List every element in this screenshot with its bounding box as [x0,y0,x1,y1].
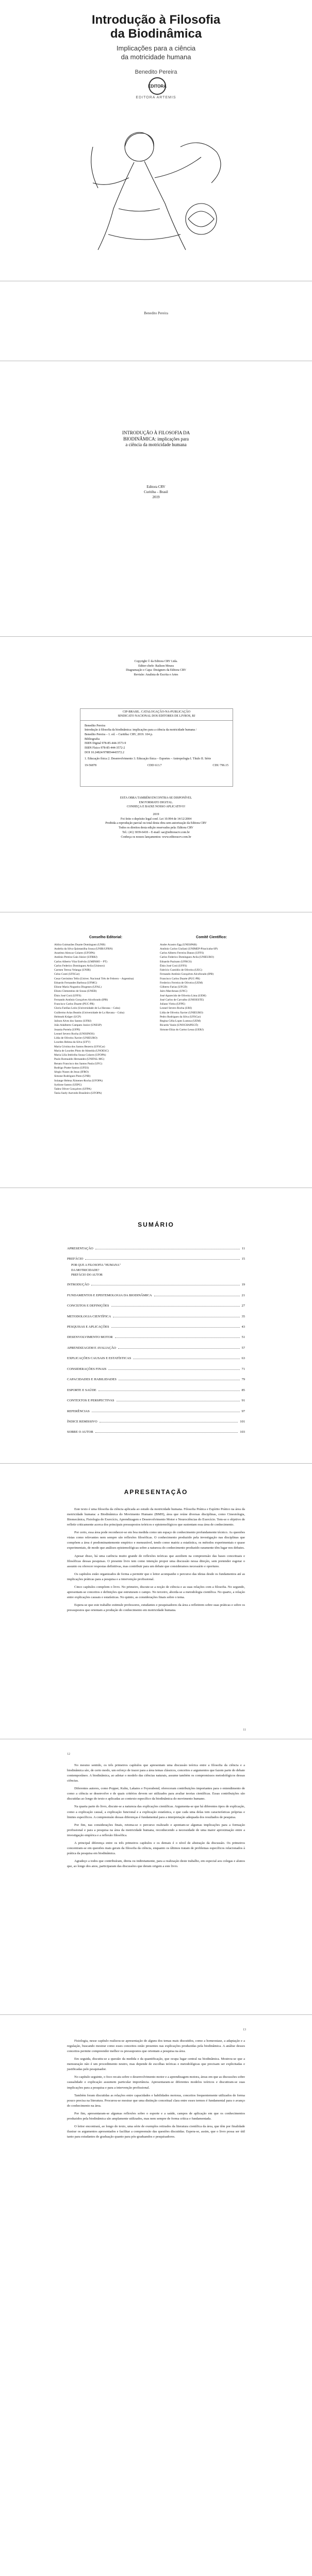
council-member: Anselmo Alencar Colares (UFOPA) [54,952,95,955]
catalog-code: 19-56878 [85,764,96,768]
committee-member: Carlos Alberto Ferreira Danon (UFFS) [160,952,204,955]
committee-member: Pedro Rodrigues da Silva (UFSCar) [160,1015,201,1019]
toc-entry-label: METODOLOGIA CIENTÍFICA [67,1314,111,1318]
catalog-card [80,708,233,787]
page-13-body [67,2039,245,2142]
paragraph: Agradeço a todos que contribuíram, direta ou indiretamente, para a realização deste trabalho, em especial aos colegas e alunos que, ao longo dos anos, participaram das discussões que deram origem a este livro. [67,1859,245,1869]
toc-entry-label: APRENDIZAGEM E AVALIAÇÃO [67,1346,117,1350]
committee-member: José Carlos de Carvalho (UNIOESTE) [160,998,204,1002]
website-line: Conheça os nossos lançamentos: www.editoracrv.com.br [121,835,191,839]
catalog-biblio: Bibliografia [85,737,100,741]
toc-entry[interactable] [67,1430,245,1434]
scientific-committee-list [160,943,263,1032]
council-member: Elizeu Clementino de Souza (UNEB) [54,990,97,993]
paragraph: Diferentes autores, como Popper, Kuhn, Lakatos e Feyerabend, ofereceram contribuições importantes para o entendimento de como a ciência se desenvolve e de quais critérios devem ser utilizados para avaliar teorias científicas. Essas contribuições são discutidas ao longo do texto e aplicadas ao contexto específico da biodinâmica do movimento humano. [67,1787,245,1801]
council-member: Fernando Antônio Gonçalves Alcoforado (IPB) [54,998,108,1002]
toc-subentry[interactable]: DA MOTRICIDADE? [71,1268,100,1272]
cover-title-line2: da Biodinâmica [110,26,202,41]
cover-subtitle [0,44,312,62]
council-member: Tadeu Oliver Gonçalves (UFPA) [54,1088,91,1091]
page-number: 13 [243,2028,246,2031]
toc-entry-page: 91 [241,1399,245,1403]
toc-entry-label: ESPORTE E SAÚDE [67,1388,96,1392]
paragraph: Este texto é uma filosofia da ciência aplicada ao estudo da motricidade humana. Filosofia Prática e Espírito Prático na área da motricidade humana: a Biodinâmica do Movimento Humano (BMH), área que reúne diversas disciplinas, como Cinesiologia, Biomecânica, Fisiologia do Exercício, Aprendizagem e Desenvolvimento Motor e Neurociências do Exercício. Tem-se o objetivo de refletir criticamente acerca dos principais pressupostos teóricos e epistemológicos que sustentam essa área de conhecimento. [67,1507,245,1527]
toc-entry-label: SOBRE O AUTOR [67,1430,93,1434]
toc-entry-label: CONCEITOS E DEFINIÇÕES [67,1304,109,1308]
council-member: Paulo Romualdo Hernandes (UNIFAL-MG) [54,1058,105,1061]
editorial-council-list [54,943,157,1096]
catalog-subjects: 1. Educação física 2. Desenvolvimento 3. Educação física – Esportes – Antropologia I. Título II. Série [85,757,211,761]
toc-entry-label: CONSIDERAÇÕES FINAIS [67,1367,107,1371]
toc-entry-label: CAPACIDADES E HABILIDADES [67,1378,117,1382]
toc-leader [95,1432,238,1433]
toc-entry-page: 27 [241,1304,245,1308]
toc-entry[interactable] [67,1315,245,1319]
copyright-block [83,659,229,677]
page-number: 12 [67,1753,70,1756]
toc-entry-page: 85 [241,1388,245,1392]
toc-leader [115,1337,240,1338]
catalog-cdd: CDD 613.7 [147,764,162,768]
council-member: Francisco Carlos Duarte (PUC-PR) [54,1003,94,1006]
page-separator [0,636,312,644]
page-separator [0,1188,312,1195]
legal-deposit: Foi feito o depósito legal conf. Lei 10.994 de 14/12/2004 [120,817,192,821]
digital-notice-1: ESTA OBRA TAMBÉM ENCONTRA-SE DISPONÍVEL [120,796,192,800]
catalog-edition: Benedito Pereira – 1. ed. – Curitiba: CRV, 2019. 104 p. [85,733,153,736]
toc-entry[interactable] [67,1388,245,1393]
cover-author: Benedito Pereira [135,69,177,75]
toc-entry[interactable] [67,1283,245,1287]
committee-member: Frederico Ferreira de Oliveira (UEM) [160,981,203,985]
page-separator [0,912,312,920]
half-title-author: Benedito Pereira [144,311,168,315]
toc-entry[interactable] [67,1325,245,1329]
cover-title [0,0,312,41]
cover-subtitle-line1: Implicações para a ciência [116,44,196,52]
council-member: João Adalberto Campato Junior (UNESP) [54,1024,102,1027]
council-member: Maria de Lourdes Pinto de Almeida (UNOESC) [54,1049,109,1053]
rights-notice: Proibida a reprodução parcial ou total desta obra sem autorização da Editora CRV [105,822,207,825]
toc-subentry[interactable]: POR QUE A FILOSOFIA "HUMANA" [71,1263,121,1267]
text-page-13 [0,2022,312,2290]
toc-leader [111,1327,240,1328]
council-member: Solange Helena Ximenes-Rocha (UFOPA) [54,1079,103,1082]
digital-notice-2: EM FORMATO DIGITAL. [139,801,173,804]
toc-entry-page: 97 [241,1409,245,1413]
page-separator [0,361,312,368]
scientific-committee-title: Comitê Científico: [196,936,227,939]
toc-entry-label: APRESENTAÇÃO [67,1247,93,1250]
committee-member: Jairo Marchesan (UNC) [160,990,187,993]
text-page-12 [0,1747,312,2014]
design-line: Diagramação e Capa: Designers da Editora CRV [126,669,186,672]
toc-entry[interactable] [67,1335,245,1340]
copyright-page [0,644,312,912]
committee-member: Simone Eliza do Carmo Lessa (UERJ) [160,1028,204,1031]
council-member: Tania Suely Azevedo Brasileiro (UFOPA) [54,1092,102,1095]
council-member: Eduardo Fernandes Barbosa (UFMG) [54,981,97,985]
councils-page [0,920,312,1188]
toc-entry-page: 35 [241,1314,245,1318]
committee-member: Andre Acastro Egg (UNESPAR) [160,943,197,946]
book-cover [0,0,312,281]
council-member: Celso Conti (UFSCar) [54,973,80,976]
catalog-header-line2: SINDICATO NACIONAL DOS EDITORES DE LIVROS, RJ [118,714,195,718]
committee-member: Regina Célia Lopes Lustosa (UEM) [160,1020,201,1023]
committee-member: Juliano Vieira (UFPE) [160,1003,186,1006]
paragraph: Na quarta parte do livro, discute-se a natureza das explicações científicas. Argumenta-se que há diferentes tipos de explicação, como a explicação causal, a explicação funcional e a explicação estatística, e que cada uma delas tem características próprias e limites específicos. A compreensão dessas diferenças é fundamental para a interpretação adequada dos resultados de pesquisa. [67,1805,245,1819]
toc-entry-page: 15 [241,1257,245,1261]
cover-illustration [77,116,235,265]
toc-entry-label: DESENVOLVIMENTO MOTOR [67,1335,113,1340]
council-member: Aldira Guimarães Duarte Domínguez (UNB) [54,943,106,946]
committee-member: Élsio José Corá (UFFS) [160,964,187,968]
page-12-body [67,1763,245,1872]
catalog-author: Benedito Pereira [85,724,106,727]
app-notice: CONHEÇA E BAIXE NOSSO APLICATIVO! [126,805,186,809]
publisher-name: Editora CRV [146,485,166,489]
committee-member: Gilberto Farias (UFGD) [160,986,188,989]
paragraph: Por certo, essa área pode reconhecer-se em boa medida como um espaço de conhecimento profundamente técnico. As questões vistas como relevantes nem sempre são reflexões filosóficas. O conhecimento produzido pela investigação nas disciplinas que compõem a área é predominantemente empírico e mensurável, tendo como matriz a estatística, os métodos experimentais e quase experimentais, de modo que análises epistemológicas sobre a natureza do conhecimento produzido raramente têm lugar nos debates. [67,1531,245,1550]
council-member: Renato Francisco dos Santos Paula (UFG) [54,1062,103,1065]
title-line-1: INTRODUÇÃO À FILOSOFIA DA [122,430,190,435]
toc-entry[interactable] [67,1399,245,1403]
catalog-cdu: CDU 796.15 [212,764,228,768]
committee-member: Lídia de Oliveira Xavier (UNIEURO) [160,1011,203,1014]
toc-entry[interactable] [67,1247,245,1251]
committee-member: Ricardo Vanin (UNOCHAPECÓ) [160,1024,199,1027]
presentation-title: APRESENTAÇÃO [124,1488,188,1496]
committee-member: Carlos Federico Dominguez Avila (UNIEURO) [160,956,214,959]
presentation-page [0,1471,312,1739]
toc-leader [85,1259,239,1260]
paragraph: O leitor encontrará, ao longo do texto, uma série de exemplos retirados da literatura científica da área, que têm por finalidade ilustrar os argumentos apresentados e facilitar a compreensão das questões discutidas. Espera-se, assim, que o livro possa ser útil tanto para estudantes de graduação quanto para pós-graduandos e pesquisadores. [67,2124,245,2139]
council-member: Maria Lília Imbiriba Sousa Colares (UFOPA) [54,1054,106,1057]
paragraph: Por fim, apresentaram-se algumas reflexões sobre o esporte e a saúde, campos de aplicação em que os conhecimentos produzidos pela biodinâmica são amplamente utilizados, mas nem sempre de forma crítica e fundamentada. [67,2111,245,2121]
council-member: Cesar Gerónimo Tello (Univer. Nacional Três de Febrero – Argentina) [54,977,134,980]
cover-subtitle-line2: da motricidade humana [121,53,191,61]
copyright-line: Copyright © da Editora CRV Ltda. [134,660,178,663]
council-member: Antônio Pereira Gaio Júnior (UFRRJ) [54,956,97,959]
page-number: 11 [243,1728,246,1732]
toc-leader [108,1369,239,1370]
toc-leader [118,1348,239,1349]
paragraph: No capítulo seguinte, o foco recaiu sobre o desenvolvimento motor e a aprendizagem motora, áreas em que as discussões sobre causalidade e explicação assumem particular importância. Apresentaram-se diferentes modelos teóricos e discutiram-se suas implicações para a pesquisa e para a intervenção profissional. [67,2075,245,2090]
committee-member: Fernando Antônio Gonçalves Alcoforado (IPB) [160,973,214,976]
paragraph: Cinco capítulos compõem o livro. No primeiro, discute-se a noção de ciência e as suas relações com a filosofia. No segundo, apresentam-se conceitos e definições que estruturam o campo. No terceiro, aborda-se a metodologia científica. No quarto, a relação entre explicações causais e estatísticas. No quinto, as considerações finais sobre o tema. [67,1585,245,1599]
paragraph: Também foram discutidas as relações entre capacidades e habilidades motoras, conceitos frequentemente utilizados de forma pouco precisa na literatura. Procurou-se mostrar que uma distinção conceitual clara entre esses termos é fundamental para o avanço do conhecimento na área. [67,2093,245,2108]
review-line: Revisão: Analista de Escrita e Artes [134,673,178,677]
half-title-page [0,289,312,361]
committee-member: Leonel Severo Rocha (URI) [160,1007,192,1010]
council-member: Simone Rodrigues Pinto (UNB) [54,1075,91,1078]
page-separator [0,281,312,289]
publisher-brand: EDITORA ARTEMIS [136,96,176,99]
council-member: Leonel Severo Rocha (UNISINOS) [54,1032,95,1036]
title-page-title [0,430,312,448]
toc-entry-page: 43 [241,1325,245,1329]
toc-entry[interactable] [67,1257,245,1261]
council-member: Sérgio Nunes de Jesus (IFRO) [54,1071,89,1074]
toc-entry[interactable] [67,1294,245,1298]
toc-entry-label: INTRODUÇÃO [67,1283,89,1287]
page-separator [0,1739,312,1747]
paragraph: Em seguida, discutiu-se a questão da medida e da quantificação, que ocupa lugar central na biodinâmica. Mostrou-se que a mensuração não é um procedimento neutro, mas depende de escolhas teóricas e metodológicas que precisam ser explicitadas e justificadas pelo pesquisador. [67,2057,245,2072]
paragraph: Apesar disso, há uma carência muito grande de reflexões teóricas que auxiliem na compreensão das bases conceituais e filosóficas dessas pesquisas. O presente livro tem como intenção propor uma discussão nessa direção, sem pretender esgotar o assunto ou oferecer respostas definitivas, mas contribuir para um debate que consideramos necessário e oportuno. [67,1554,245,1568]
editorial-council [54,935,157,1096]
paragraph: No mesmo sentido, os três primeiros capítulos que apresentam uma discussão teórica entre a filosofia da ciência e a biodinâmica são, de certo modo, um esforço de trazer para a área temas clássicos, conceitos e argumentos que fazem parte do debate contemporâneo. A biodinâmica, ao adotar o modelo das ciências naturais, assume também os compromissos metodológicos dessas ciências. [67,1764,245,1783]
toc-title: SUMÁRIO [138,1221,174,1228]
toc-entry-label: EXPLICAÇÕES CAUSAIS E ESTATÍSTICAS [67,1357,132,1361]
committee-member: Eduardo Pazinato (UFRGS) [160,960,192,963]
toc-entry[interactable] [67,1357,245,1361]
publication-year: 2019 [152,495,160,500]
committee-member: Fabrício Custódio de Oliveira (UEG) [160,969,202,972]
toc-entry-page: 101 [240,1419,245,1423]
legal-declaration [83,796,229,839]
committee-member: José Aparecido de Oliveira Lima (UEM) [160,994,206,997]
toc-entry-page: 103 [240,1430,245,1434]
presentation-body [67,1507,245,1616]
council-member: Josania Portela (UFPI) [54,1028,80,1031]
toc-entry[interactable] [67,1410,245,1414]
toc-entry-page: 21 [241,1293,245,1297]
toc-entry[interactable] [67,1367,245,1371]
paragraph: Os capítulos estão organizados de forma a permitir que o leitor acompanhe o percurso das ideias desde os fundamentos até as implicações práticas para a pesquisa e a intervenção profissional. [67,1572,245,1581]
title-line-2: BIODINÂMICA: implicações para [123,436,189,442]
catalog-card-header [80,709,233,721]
toc-entry-label: ÍNDICE REMISSIVO [67,1419,97,1423]
catalog-card-body [80,721,233,771]
toc-entry-page: 71 [241,1367,245,1371]
catalog-isbn-digital: ISBN Digital 978-85-444-3573-9 [85,742,126,745]
toc-entry-page: 11 [241,1247,245,1250]
editor-line: Editor-chefe: Railson Moura [138,664,174,668]
toc-entry[interactable] [67,1304,245,1308]
council-member: Carlos Federico Dominguez Avila (Unieuro) [54,964,105,968]
council-member: Gloria Fariñas León (Universidade de La Havana – Cuba) [54,1007,120,1010]
publisher-logo: EDITORA [149,77,166,95]
rights-reserved: Todos os direitos desta edição reservados pela: Editora CRV [119,826,193,830]
council-member: Andréia da Silva Quintanilha Sousa (UNIR/UFRN) [54,947,113,951]
toc-entry-page: 51 [241,1335,245,1340]
toc-entry[interactable] [67,1346,245,1350]
catalog-isbn-physical: ISBN Físico 978-85-444-3572-2 [85,747,125,750]
toc-entry-page: 63 [241,1357,245,1361]
title-page [0,368,312,636]
committee-member: Antônio Carlos Giuliani (UNIMEP-Piracicaba-SP) [160,947,218,951]
scientific-committee [160,935,263,1032]
paragraph: Fisiologia, nesse capítulo realizou-se apresentação de alguns dos temas mais discutidos, como a homeostase, a adaptação e a regulação, buscando mostrar como esses conceitos estão presentes nas explicações produzidas pela biodinâmica. A análise desses conceitos permite compreender melhor os pressupostos que orientam a pesquisa na área. [67,2039,245,2054]
council-member: Helmuth Krüger (UCP) [54,1015,81,1019]
catalog-codes [85,764,228,768]
page-separator [0,1463,312,1471]
title-page-publisher [0,484,312,500]
catalog-header-line1: CIP-BRASIL. CATALOGAÇÃO-NA-PUBLICAÇÃO [122,710,191,714]
toc-entry-label: CONTEXTOS E PERSPECTIVAS [67,1399,114,1403]
council-member: Lourdes Helena da Silva (UFV) [54,1041,91,1044]
toc-entry-page: 19 [241,1283,245,1287]
council-member: Jailson Alves dos Santos (UFRJ) [54,1020,92,1023]
paragraph: Espera-se que este trabalho estimule professores, estudantes e pesquisadores da área a refletirem sobre suas práticas e sobre os pressupostos que orientam a produção do conhecimento em motricidade humana. [67,1603,245,1613]
paragraph: Por fim, nas considerações finais, retoma-se o percurso realizado e apontam-se algumas implicações para a formação profissional e para a pesquisa na área da motricidade humana, reconhecendo a necessidade de uma maior aproximação entre a investigação empírica e a reflexão filosófica. [67,1823,245,1837]
toc-page [0,1195,312,1463]
toc-subentry[interactable]: PREFÁCIO DO AUTOR [71,1274,103,1277]
editorial-council-title: Conselho Editorial: [89,936,123,939]
toc-list [67,1247,245,1441]
council-member: Sydione Santos (UEPG) [54,1083,82,1087]
council-member: Maria Cristina dos Santos Bezerra (UFSCar) [54,1045,105,1048]
toc-entry[interactable] [67,1420,245,1424]
council-member: Rodrigo Pratte-Santos (UFES) [54,1066,89,1070]
toc-entry-label: REFERÊNCIAS [67,1409,90,1413]
cover-title-line1: Introdução à Filosofia [91,13,221,27]
title-line-3: a ciência da motricidade humana [125,442,187,448]
toc-entry-label: FUNDAMENTOS E EPISTEMOLOGIA DA BIODINÂMICA [67,1293,152,1297]
toc-leader [111,1306,240,1307]
council-member: Guillermo Arias Beatón (Universidade de La Havana – Cuba) [54,1011,124,1014]
contact-line: Tel.: (41) 3039-6418 – E-mail: sac@editoracrv.com.br [122,831,190,834]
catalog-doi: DOI 10.24824/978854443572.2 [85,751,124,754]
publisher-city: Curitiba – Brasil [144,490,168,495]
council-member: Carlos Alberto Vilar Estêvão (UMINHO – PT) [54,960,107,963]
toc-entry-page: 57 [241,1346,245,1350]
committee-member: Francisco Carlos Duarte (PUC-PR) [160,977,200,980]
council-member: Elione Maria Nogueira Diogenes (UFAL) [54,986,102,989]
toc-entry-label: PREFÁCIO [67,1257,84,1261]
toc-entry-label: PESQUISAS E APLICAÇÕES [67,1325,109,1329]
council-member: Carmen Tereza Velanga (UNIR) [54,969,91,972]
council-member: Lídia de Oliveira Xavier (UNIEURO) [54,1037,97,1040]
toc-entry[interactable] [67,1378,245,1382]
page-separator [0,2014,312,2022]
legal-year: 2019 [153,813,159,817]
paragraph: A principal diferença entre os três primeiros capítulos e os demais é o nível de abstração da discussão. Os primeiros concentram-se em questões mais gerais da filosofia da ciência, enquanto os últimos tratam de problemas específicos relacionados à prática da pesquisa em biodinâmica. [67,1841,245,1855]
council-member: Élsio José Corá (UFFS) [54,994,81,997]
catalog-title: Introdução à filosofia da biodinâmica: implicações para a ciência da motricidade humana / [85,728,197,732]
toc-entry-page: 79 [241,1378,245,1382]
